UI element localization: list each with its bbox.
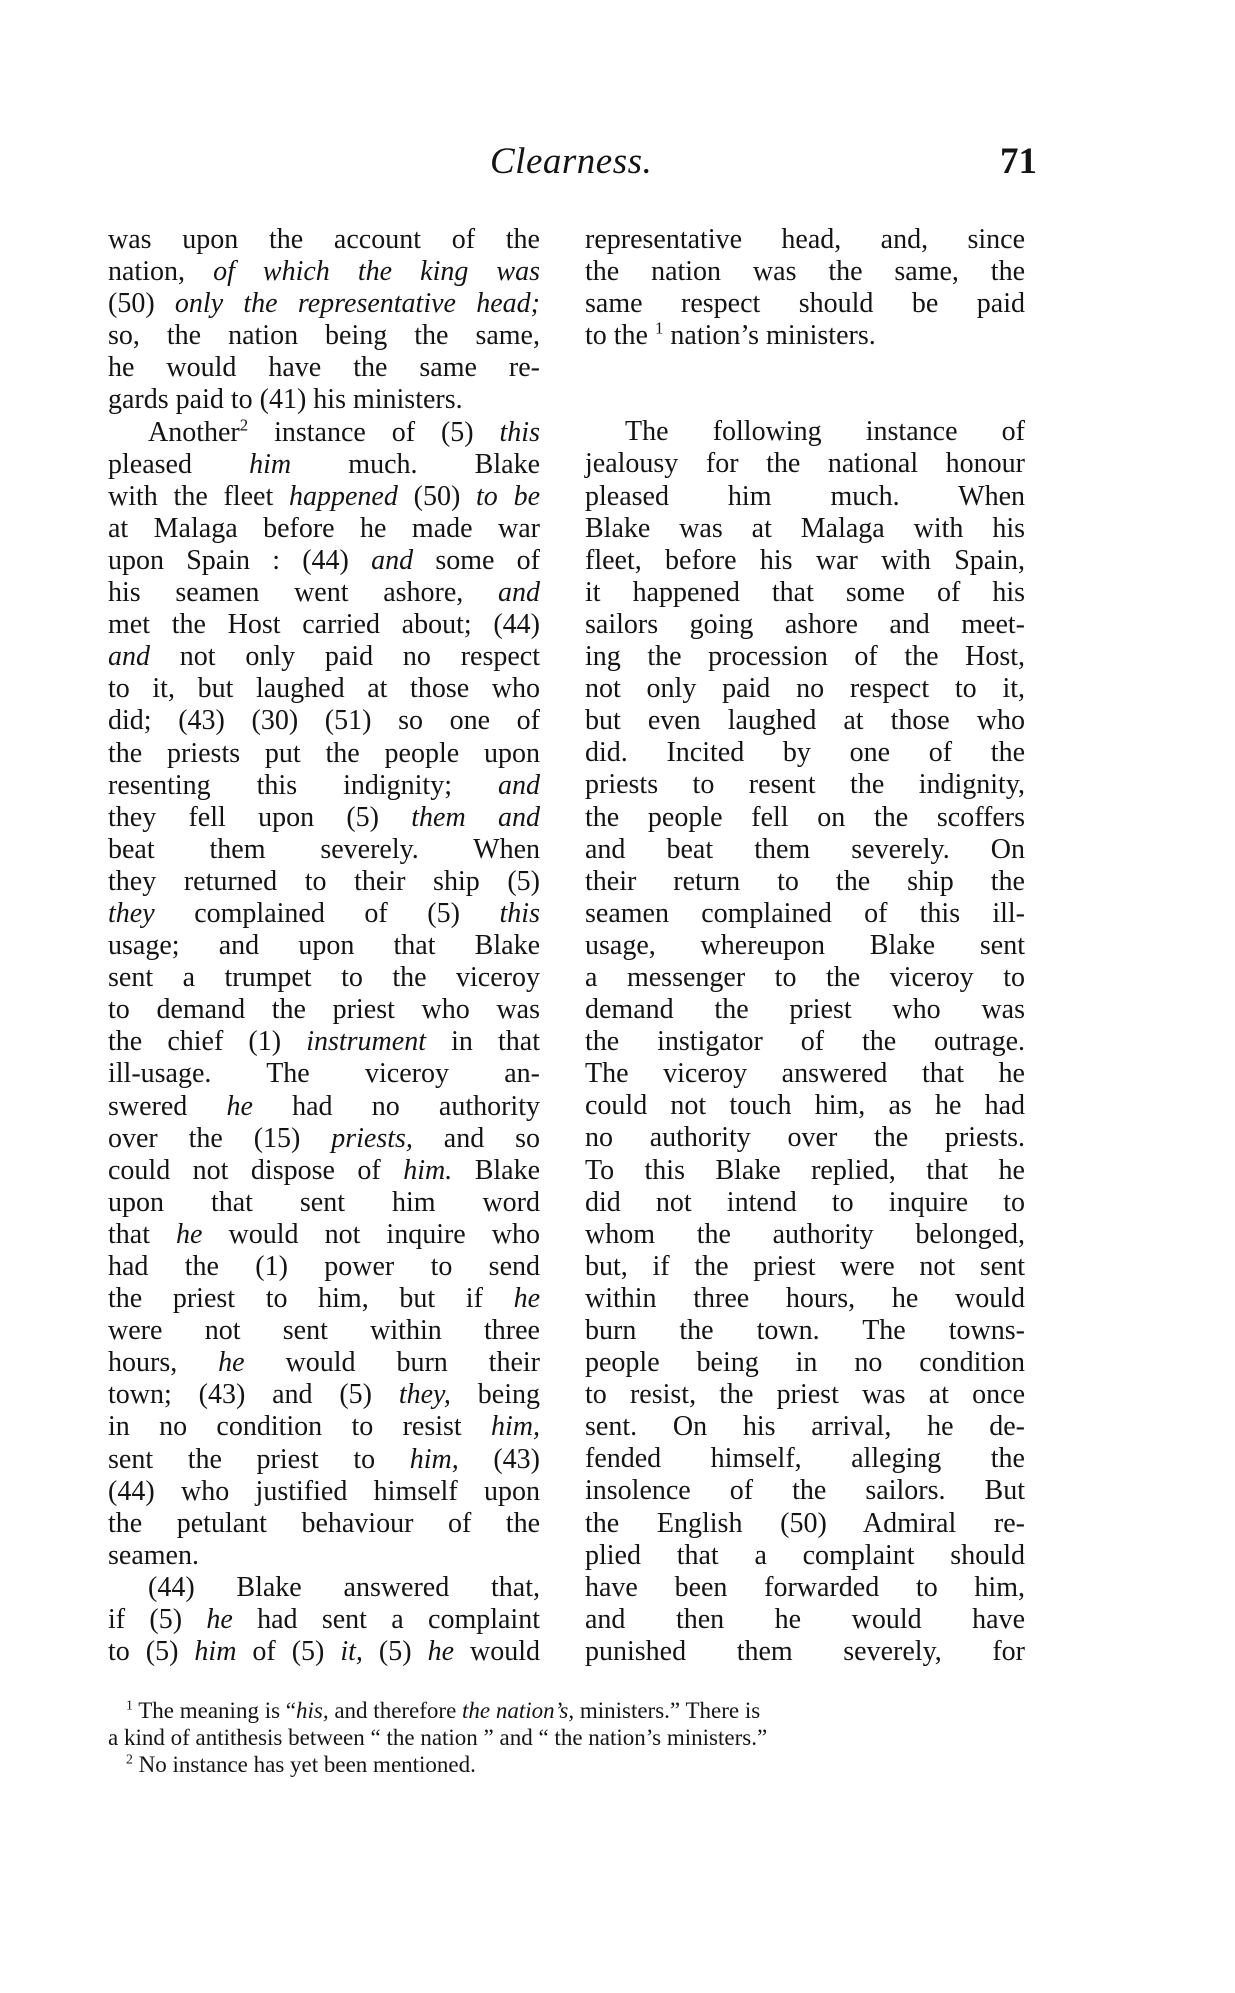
- text-line: they fell upon (5) them and: [108, 801, 540, 833]
- text-line: had the (1) power to send: [108, 1251, 540, 1282]
- text-line: that he would not inquire who: [108, 1218, 540, 1250]
- page-number: 71: [1000, 141, 1037, 182]
- text-line: plied that a complaint should: [585, 1539, 1025, 1571]
- text-line: (50) only the representative head;: [108, 288, 540, 320]
- text-line: hours, he would burn their: [108, 1347, 540, 1379]
- text-line: it happened that some of his: [585, 576, 1025, 608]
- footnote-2: $^2$ No instance has yet been mentioned.: [126, 1751, 476, 1777]
- footnote-mark: 1: [126, 1697, 133, 1713]
- text-line: their return to the ship the: [585, 865, 1025, 897]
- text-line: insolence of the sailors. But: [585, 1475, 1025, 1507]
- text-line: was upon the account of the: [108, 224, 540, 255]
- text-line: did not intend to inquire to: [585, 1186, 1025, 1218]
- text-line: nation, of which the king was: [108, 256, 540, 288]
- text-line: the instigator of the outrage.: [585, 1026, 1025, 1058]
- text-line: over the (15) priests, and so: [108, 1122, 540, 1154]
- text-line: sent a trumpet to the viceroy: [108, 962, 540, 994]
- text-line: Another$^2$ instance of (5) this: [148, 415, 540, 448]
- text-line: beat them severely. When: [108, 833, 540, 865]
- text-line: burn the town. The towns-: [585, 1315, 1025, 1346]
- page-header: [0, 140, 1235, 200]
- text-line: at Malaga before he made war: [108, 512, 540, 544]
- text-line: but even laughed at those who: [585, 705, 1025, 737]
- text-line: his seamen went ashore, and: [108, 577, 540, 609]
- text-line: jealousy for the national honour: [585, 448, 1025, 480]
- text-line: Blake was at Malaga with his: [585, 512, 1025, 544]
- text-line: to resist, the priest was at once: [585, 1379, 1025, 1411]
- text-line: with the fleet happened (50) to be: [108, 480, 540, 512]
- right-paragraph-2: [585, 416, 1025, 1668]
- text-line: were not sent within three: [108, 1315, 540, 1347]
- text-line: demand the priest who was: [585, 994, 1025, 1026]
- text-line: same respect should be paid: [585, 288, 1025, 320]
- text-line: sent. On his arrival, he de-: [585, 1411, 1025, 1443]
- text-line: they complained of (5) this: [108, 897, 540, 929]
- right-paragraph-1: [585, 224, 1025, 352]
- text-line: in no condition to resist him,: [108, 1411, 540, 1443]
- text-line: ing the procession of the Host,: [585, 641, 1025, 673]
- text-line: the priest to him, but if he: [108, 1283, 540, 1315]
- running-title: Clearness.: [490, 141, 653, 182]
- text-line: no authority over the priests.: [585, 1122, 1025, 1154]
- text-line: to it, but laughed at those who: [108, 673, 540, 705]
- text-line: but, if the priest were not sent: [585, 1250, 1025, 1282]
- text-line: they returned to their ship (5): [108, 865, 540, 897]
- text-line: sailors going ashore and meet-: [585, 608, 1025, 640]
- text-line: resenting this indignity; and: [108, 769, 540, 801]
- text-line: upon that sent him word: [108, 1186, 540, 1218]
- text-line: gards paid to (41) his ministers.: [108, 384, 463, 416]
- text-line: the English (50) Admiral re-: [585, 1507, 1025, 1539]
- text-line: the priests put the people upon: [108, 737, 540, 769]
- text-line: punished them severely, for: [585, 1635, 1025, 1667]
- left-paragraph-1: [108, 224, 540, 417]
- footnote-ref: 2: [239, 415, 249, 435]
- footnotes: [108, 1697, 1018, 1778]
- paragraph-gap: [585, 352, 1025, 416]
- text-line: upon Spain : (44) and some of: [108, 544, 540, 576]
- text-line: whom the authority belonged,: [585, 1218, 1025, 1250]
- text-line: and beat them severely. On: [585, 833, 1025, 865]
- text-line: seamen complained of this ill-: [585, 897, 1025, 929]
- text-line: within three hours, he would: [585, 1282, 1025, 1314]
- text-line: town; (43) and (5) they, being: [108, 1379, 540, 1411]
- text-line: the chief (1) instrument in that: [108, 1026, 540, 1058]
- text-line: usage; and upon that Blake: [108, 930, 540, 962]
- text-line: pleased him much. Blake: [108, 448, 540, 480]
- text-line: if (5) he had sent a complaint: [108, 1604, 540, 1636]
- text-line: The viceroy answered that he: [585, 1058, 1025, 1090]
- text-line: did. Incited by one of the: [585, 737, 1025, 769]
- text-line: priests to resent the indignity,: [585, 769, 1025, 801]
- text-line: to (5) him of (5) it, (5) he would: [108, 1636, 541, 1668]
- text-line: representative head, and, since: [585, 224, 1025, 255]
- footnote-mark: 2: [126, 1751, 133, 1767]
- footnote-1-continued: a kind of antithesis between “ the nation ” and “ the nation’s ministers.”: [108, 1725, 768, 1750]
- text-line: could not touch him, as he had: [585, 1090, 1025, 1122]
- text-line: could not dispose of him. Blake: [108, 1154, 541, 1186]
- text-line: sent the priest to him, (43): [108, 1443, 540, 1475]
- text-line: The following instance of: [625, 416, 1025, 448]
- text-line: To this Blake replied, that he: [585, 1154, 1025, 1186]
- left-paragraph-2: [108, 417, 540, 1572]
- text-line: to the $^1$ nation’s ministers.: [585, 318, 876, 352]
- text-line: fleet, before his war with Spain,: [585, 544, 1025, 576]
- footnote-ref: 1: [655, 318, 664, 338]
- text-line: (44) who justified himself upon: [108, 1475, 540, 1507]
- text-line: the people fell on the scoffers: [585, 801, 1025, 833]
- footnote-1: $^1$ The meaning is “his, and therefore the nation’s, ministers.” There is: [126, 1697, 761, 1723]
- text-line: he would have the same re-: [108, 352, 540, 384]
- text-line: a messenger to the viceroy to: [585, 961, 1025, 993]
- text-line: people being in no condition: [585, 1347, 1025, 1379]
- text-line: did; (43) (30) (51) so one of: [108, 705, 540, 737]
- left-column: [108, 224, 540, 1668]
- left-paragraph-3: [108, 1572, 540, 1668]
- text-line: not only paid no respect to it,: [585, 673, 1025, 705]
- text-line: have been forwarded to him,: [585, 1571, 1025, 1603]
- text-line: and not only paid no respect: [108, 641, 540, 673]
- text-line: fended himself, alleging the: [585, 1443, 1025, 1475]
- text-line: the petulant behaviour of the: [108, 1507, 540, 1539]
- text-line: ill-usage. The viceroy an-: [108, 1058, 540, 1090]
- text-line: to demand the priest who was: [108, 994, 540, 1026]
- text-line: usage, whereupon Blake sent: [585, 929, 1025, 961]
- right-column: [585, 224, 1025, 1668]
- text-line: (44) Blake answered that,: [148, 1571, 540, 1603]
- text-line: pleased him much. When: [585, 480, 1025, 512]
- text-line: so, the nation being the same,: [108, 320, 540, 352]
- text-line: seamen.: [108, 1539, 199, 1571]
- text-line: the nation was the same, the: [585, 256, 1025, 288]
- text-line: and then he would have: [585, 1603, 1025, 1635]
- text-line: met the Host carried about; (44): [108, 609, 540, 641]
- text-line: swered he had no authority: [108, 1090, 540, 1122]
